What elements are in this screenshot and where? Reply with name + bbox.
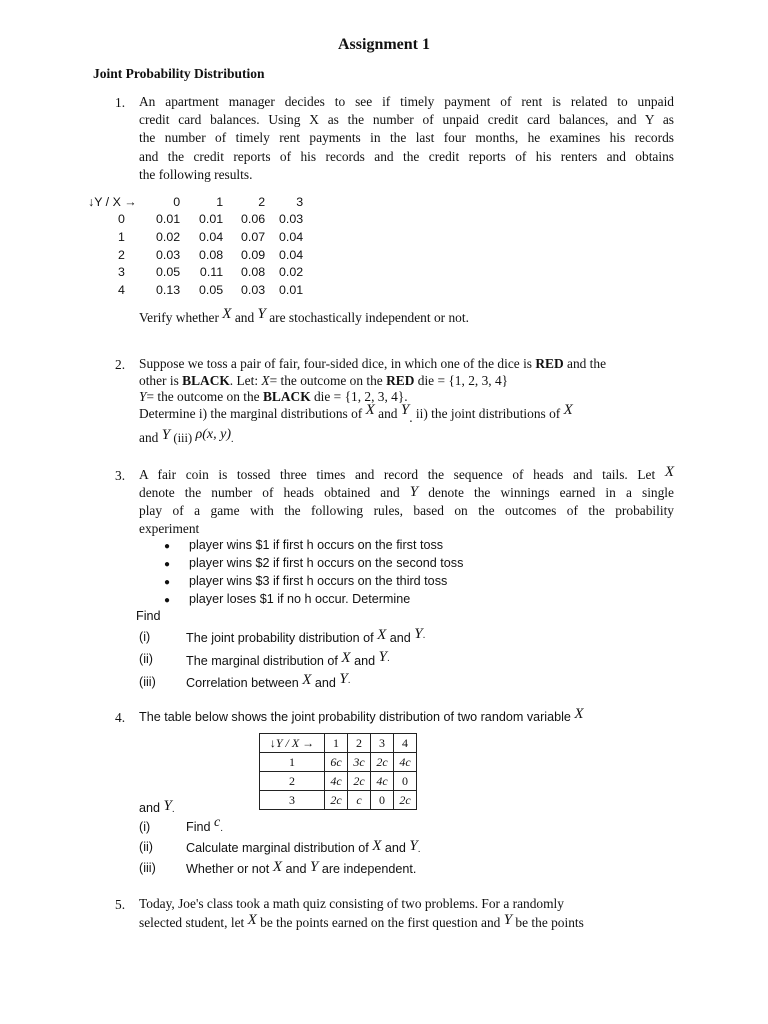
page-title: Assignment 1 [337, 36, 430, 53]
text: and [285, 862, 307, 876]
bullet-icon: ● [164, 541, 171, 552]
table-cell: 0.08 [199, 247, 224, 262]
table-cell: 4c [325, 772, 348, 791]
column-header: 3 [296, 194, 304, 209]
section-heading: Joint Probability Distribution [93, 66, 265, 81]
table-cell: 0.06 [241, 212, 266, 227]
text: Verify whether [139, 310, 219, 325]
list-item [186, 861, 416, 878]
var-x: X [664, 464, 674, 480]
text: . Let: [229, 373, 259, 388]
text: and [139, 430, 159, 445]
q5-line-1: Today, Joe's class took a math quiz consisting of two problems. For a randomly [139, 896, 564, 911]
var-x: X [365, 402, 375, 418]
var-y: Y [503, 912, 513, 928]
table-row [88, 228, 303, 246]
q2-number: 2. [115, 357, 126, 372]
text: . [231, 434, 234, 445]
q2-line-1 [139, 356, 606, 372]
column-header: 2 [258, 194, 266, 209]
var-y: Y [400, 402, 410, 418]
list-item [186, 626, 426, 647]
q1-line: the number of timely rent payments in the last four months, he examines his records [139, 130, 674, 146]
q5-number: 5. [115, 897, 126, 912]
q2-line-4 [139, 402, 573, 425]
item-number: (i) [139, 820, 151, 834]
text: are independent. [321, 862, 417, 876]
text: The table below shows the joint probability distribution of two random variable [139, 710, 571, 724]
red-label: RED [386, 373, 415, 388]
table-cell: 0.04 [279, 229, 304, 244]
row-header: 3 [260, 791, 325, 810]
list-item [186, 649, 390, 670]
q5-line-2 [139, 912, 584, 932]
column-header: 1 [216, 194, 224, 209]
text: Determine i) the marginal distributions of [139, 406, 363, 421]
var-y: Y [409, 838, 418, 854]
var-x: X [302, 672, 312, 688]
table-cell: 0.02 [279, 265, 304, 280]
text: denote the number of heads obtained and [139, 485, 400, 501]
bullet-icon: ● [164, 559, 171, 570]
text: and [378, 406, 398, 421]
table-header-row [88, 193, 303, 211]
table-corner: ↓Y / X → [88, 194, 137, 209]
text: die = {1, 2, 3, 4}. [313, 389, 408, 404]
table-cell: 0.03 [156, 247, 181, 262]
list-item: player loses $1 if no h occur. Determine [189, 592, 411, 606]
var-y: Y [378, 649, 387, 665]
column-header: 3 [371, 734, 394, 753]
table-cell: 0.05 [199, 282, 224, 297]
item-number: (iii) [139, 861, 156, 875]
text: (iii) [173, 431, 193, 445]
table-cell: 0.07 [241, 229, 266, 244]
table-row [260, 753, 417, 772]
text: The marginal distribution of [186, 654, 338, 668]
var-x: X [372, 838, 382, 854]
var-c: c [214, 815, 221, 830]
item-number: (i) [139, 630, 151, 644]
table-cell: 0.04 [279, 247, 304, 262]
var-y: Y [310, 859, 319, 875]
text: The joint probability distribution of [186, 631, 374, 645]
q3-line [139, 484, 674, 502]
list-item: player wins $2 if first h occurs on the second toss [189, 556, 464, 570]
text: Suppose we toss a pair of fair, four-sided dice, in which one of the dice is [139, 356, 532, 371]
table-cell: 4c [371, 772, 394, 791]
q3-line [139, 466, 674, 484]
table-cell: 0 [394, 772, 417, 791]
row-header: 1 [260, 753, 325, 772]
column-header: 2 [348, 734, 371, 753]
var-x: X [574, 706, 584, 722]
text: be the points [515, 915, 584, 930]
table-cell: 0.01 [199, 212, 224, 227]
var-y: Y [409, 484, 419, 501]
row-header: 2 [260, 772, 325, 791]
list-item: player wins $1 if first h occurs on the first toss [189, 538, 444, 552]
var-y: Y [339, 671, 348, 687]
list-item [186, 671, 351, 692]
q3-number: 3. [115, 468, 126, 483]
table-cell: 2c [371, 753, 394, 772]
list-item [186, 815, 223, 836]
rho-expression: ρ(x, y) [195, 427, 231, 442]
table-cell: 0.11 [199, 265, 224, 280]
black-label: BLACK [262, 389, 311, 404]
text: selected student, let [139, 915, 245, 930]
text: and [234, 310, 255, 325]
text: and [314, 676, 336, 690]
list-item [186, 840, 421, 857]
var-x: X [272, 859, 282, 875]
text: Find [186, 820, 211, 834]
q4-number: 4. [115, 710, 126, 725]
text: and the [567, 356, 607, 371]
q1-probability-table [88, 193, 303, 299]
table-row [88, 246, 303, 264]
text: die = {1, 2, 3, 4} [417, 373, 509, 388]
q1-line: the following results. [139, 166, 253, 182]
table-cell: 2c [348, 772, 371, 791]
list-item: player wins $3 if first h occurs on the third toss [189, 574, 448, 588]
q4-line-1 [139, 706, 584, 726]
var-x: X [377, 627, 387, 643]
var-y: Y [414, 626, 423, 642]
table-row [88, 263, 303, 281]
bullet-icon: ● [164, 577, 171, 588]
table-row [88, 281, 303, 299]
text: = the outcome on the [146, 389, 260, 404]
var-y: Y [257, 306, 266, 322]
text: are stochastically independent or not. [269, 310, 469, 325]
table-cell: 4c [394, 753, 417, 772]
text: . [386, 653, 390, 664]
table-cell: 0.01 [156, 212, 181, 227]
text: be the points earned on the first question and [260, 915, 501, 930]
var-y: Y [163, 798, 172, 814]
text: Whether or not [186, 862, 270, 876]
q3-paragraph [139, 466, 674, 536]
text: . [171, 804, 175, 815]
table-cell: c [348, 791, 371, 810]
text: . [347, 675, 351, 686]
item-number: (iii) [139, 675, 156, 689]
row-header: 4 [118, 282, 125, 297]
q1-verify-line [139, 306, 469, 327]
table-cell: 0.13 [156, 282, 181, 297]
table-cell: 0.08 [241, 265, 266, 280]
table-cell: 6c [325, 753, 348, 772]
q1-line: credit card balances. Using X as the number of unpaid credit card balances, and Y as [139, 112, 674, 128]
item-number: (ii) [139, 652, 153, 666]
table-cell: 0.03 [279, 212, 304, 227]
q1-line: An apartment manager decides to see if timely payment of rent is related to unpaid [139, 94, 674, 109]
var-x: X [563, 402, 573, 418]
var-x: X [341, 650, 351, 666]
table-header-row [260, 734, 417, 753]
text: Calculate marginal distribution of [186, 841, 369, 855]
table-cell: 0.04 [199, 229, 224, 244]
row-header: 2 [118, 247, 125, 262]
table-cell: 2c [394, 791, 417, 810]
q1-number: 1. [115, 95, 126, 110]
table-row [260, 791, 417, 810]
table-cell: 2c [325, 791, 348, 810]
text: . [220, 823, 223, 834]
text: . [422, 630, 426, 641]
red-label: RED [535, 356, 564, 371]
var-x: X [222, 306, 232, 322]
table-cell: 0.05 [156, 265, 181, 280]
text: Correlation between [186, 676, 299, 690]
q3-line: play of a game with the following rules, based on the outcomes of the probability [139, 503, 674, 519]
black-label: BLACK [182, 373, 230, 388]
var-x: X [261, 373, 270, 388]
text: and [139, 801, 161, 815]
text: and [354, 654, 376, 668]
q3-line: experiment [139, 520, 200, 536]
q2-line-2 [139, 373, 508, 389]
text: ii) the joint distributions of [415, 406, 561, 421]
column-header: 0 [173, 194, 181, 209]
q2-line-5 [139, 427, 234, 447]
find-label: Find [136, 609, 161, 623]
text: A fair coin is tossed three times and record the sequence of heads and tails. Let [139, 467, 656, 482]
q1-paragraph [139, 93, 674, 184]
table-corner: ↓Y / X → [260, 734, 325, 753]
text: denote the winnings earned in a single [428, 485, 674, 501]
q1-line: and the credit reports of his records and the credit reports of his renters and obtains [139, 148, 674, 164]
table-cell: 0 [371, 791, 394, 810]
table-cell: 0.03 [241, 282, 266, 297]
table-row [260, 772, 417, 791]
table-cell: 0.09 [241, 247, 266, 262]
text: . [417, 844, 421, 855]
table-cell: 0.01 [279, 282, 304, 297]
var-y: Y [139, 389, 147, 404]
item-number: (ii) [139, 840, 153, 854]
table-cell: 3c [348, 753, 371, 772]
q4-and-y [139, 800, 175, 817]
var-x: X [247, 912, 257, 928]
row-header: 0 [118, 212, 125, 227]
text: = the outcome on the [269, 373, 383, 388]
row-header: 1 [118, 229, 125, 244]
table-row [88, 211, 303, 229]
table-cell: 0.02 [156, 229, 181, 244]
text: and [384, 841, 406, 855]
column-header: 1 [325, 734, 348, 753]
text: . [409, 410, 413, 425]
bullet-icon: ● [164, 595, 171, 606]
column-header: 4 [394, 734, 417, 753]
row-header: 3 [118, 265, 125, 280]
text: and [389, 631, 411, 645]
q4-probability-table [259, 733, 417, 810]
text: other is [139, 373, 179, 388]
var-y: Y [161, 427, 171, 443]
